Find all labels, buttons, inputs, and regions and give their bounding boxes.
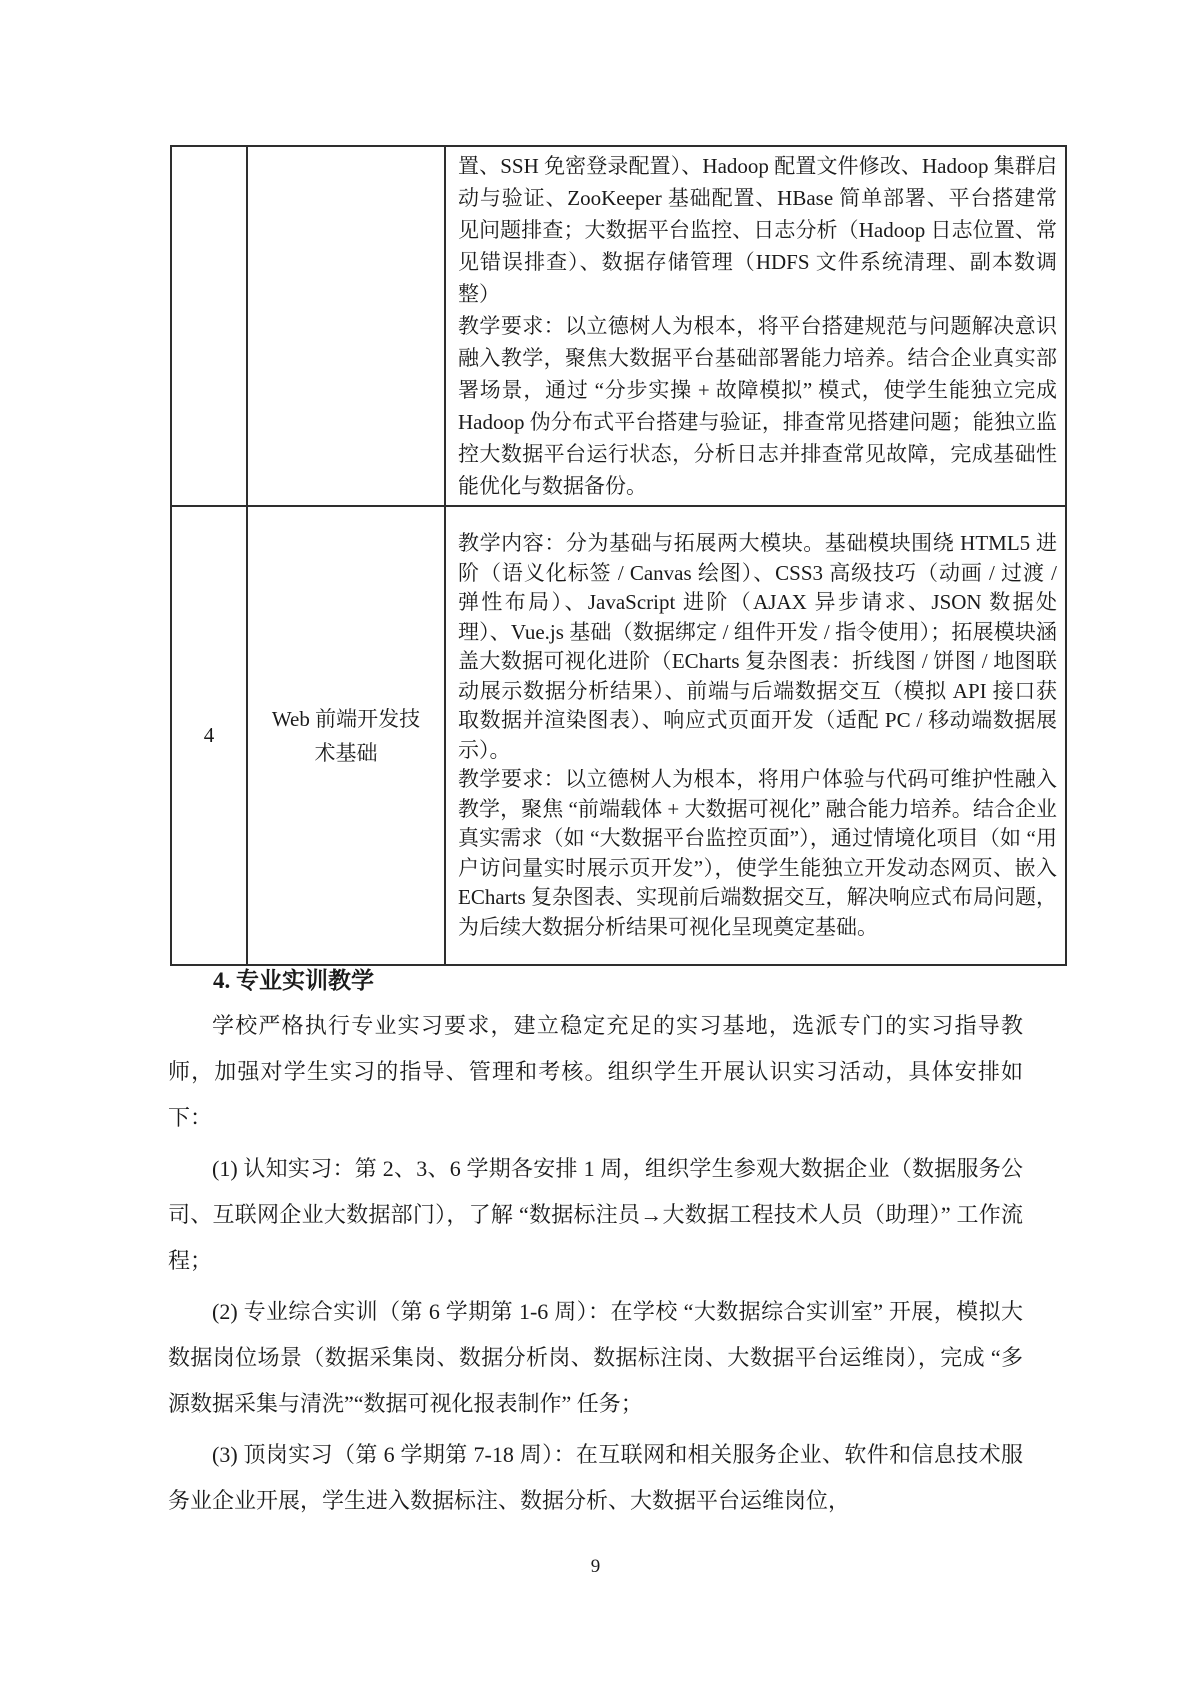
- course-content-cell: [445, 506, 1066, 965]
- table-row-continued: [171, 146, 1066, 506]
- teaching-requirement-text: 教学要求：以立德树人为根本，将平台搭建规范与问题解决意识融入教学，聚焦大数据平台基础部署能力培养。结合企业真实部署场景，通过 “分步实操 + 故障模拟” 模式，使学生能独立完成 Hadoop 伪分布式平台搭建与验证，排查常见搭建问题；能独立监控大数据平台运行状态，分析日志并排查常见故障，完成基础性能优化与数据备份。: [458, 314, 1057, 498]
- section-heading: 4. 专业实训教学: [213, 968, 374, 993]
- teaching-content-text: 置、SSH 免密登录配置）、Hadoop 配置文件修改、Hadoop 集群启动与验证、ZooKeeper 基础配置、HBase 简单部署、平台搭建常见问题排查；大数据平台监控、日志分析（Hadoop 日志位置、常见错误排查）、数据存储管理（HDFS 文件系统清理、副本数调整）: [458, 154, 1057, 306]
- list-item-3-post-internship: (3) 顶岗实习（第 6 学期第 7-18 周）：在互联网和相关服务企业、软件和信息技术服务业企业开展，学生进入数据标注、数据分析、大数据平台运维岗位，: [168, 1442, 1023, 1513]
- teaching-requirement-text: 教学要求：以立德树人为根本，将用户体验与代码可维护性融入教学，聚焦 “前端载体 + 大数据可视化” 融合能力培养。结合企业真实需求（如 “大数据平台监控页面”），通过情境化项目（如 “用户访问量实时展示页开发”），使学生能独立开发动态网页、嵌入 ECharts 复杂图表、实现前后端数据交互，解决响应式布局问题，为后续大数据分析结果可视化呈现奠定基础。: [458, 767, 1057, 939]
- course-number-cell: [171, 146, 247, 506]
- course-name-cell: Web 前端开发技术基础: [247, 506, 445, 965]
- list-item-1-cognitive-internship: (1) 认知实习：第 2、3、6 学期各安排 1 周，组织学生参观大数据企业（数据服务公司、互联网企业大数据部门），了解 “数据标注员→大数据工程技术人员（助理）” 工作流程；: [168, 1156, 1023, 1273]
- table-row-course-4: [171, 506, 1066, 965]
- paragraph-intro: 学校严格执行专业实习要求，建立稳定充足的实习基地，选派专门的实习指导教师，加强对学生实习的指导、管理和考核。组织学生开展认识实习活动，具体安排如下：: [168, 1013, 1023, 1130]
- course-number-cell: 4: [171, 506, 247, 965]
- list-item-2-comprehensive-training: (2) 专业综合实训（第 6 学期第 1-6 周）：在学校 “大数据综合实训室” 开展，模拟大数据岗位场景（数据采集岗、数据分析岗、数据标注岗、大数据平台运维岗），完成 “多源数据采集与清洗”“数据可视化报表制作” 任务；: [168, 1299, 1023, 1416]
- course-table: [170, 145, 1067, 966]
- page-number: 9: [590, 1556, 601, 1577]
- course-content-cell: [445, 146, 1066, 506]
- teaching-content-text: 教学内容：分为基础与拓展两大模块。基础模块围绕 HTML5 进阶（语义化标签 / Canvas 绘图）、CSS3 高级技巧（动画 / 过渡 / 弹性布局）、JavaScript 进阶（AJAX 异步请求、JSON 数据处理）、Vue.js 基础（数据绑定 / 组件开发 / 指令使用）；拓展模块涵盖大数据可视化进阶（ECharts 复杂图表：折线图 / 饼图 / 地图联动展示数据分析结果）、前端与后端数据交互（模拟 API 接口获取数据并渲染图表）、响应式页面开发（适配 PC / 移动端数据展示）。: [458, 531, 1057, 762]
- section-body: [168, 1003, 1023, 1529]
- course-name-cell: [247, 146, 445, 506]
